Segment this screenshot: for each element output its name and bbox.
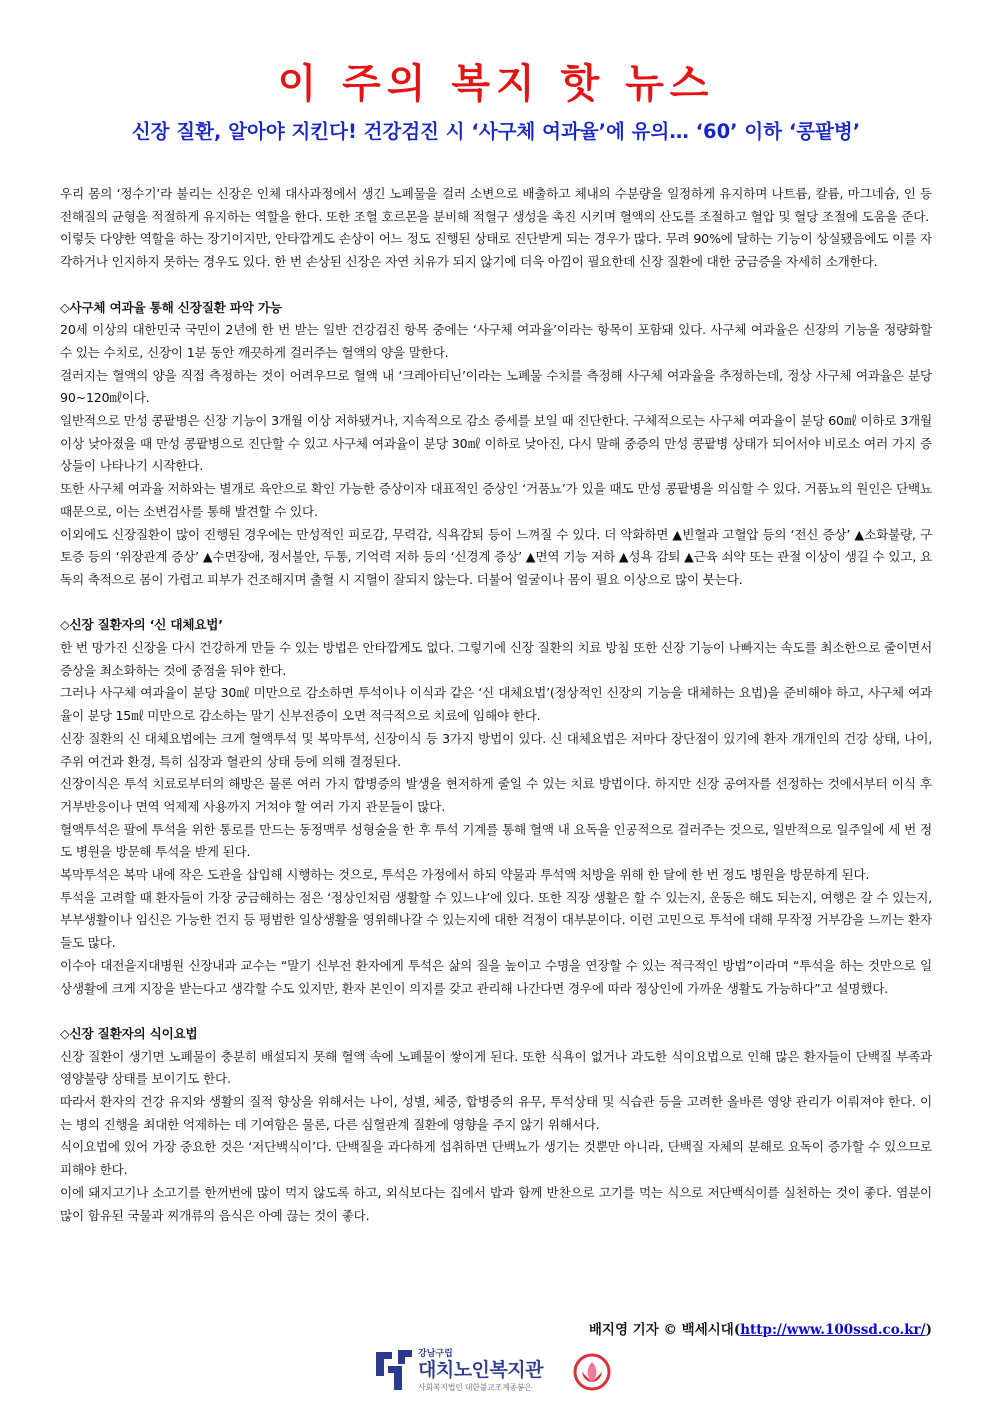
- article-subtitle: 신장 질환, 알아야 지킨다! 건강검진 시 ‘사구체 여과율’에 유의… ‘60’ 이하 ‘콩팥병’: [131, 120, 861, 143]
- section-paragraph: 일반적으로 만성 콩팥병은 신장 기능이 3개월 이상 저하됐거나, 지속적으로 감소 증세를 보일 때 진단한다. 구체적으로는 사구체 여과율이 분당 60㎖ 이하로 3개월 이상 낮아졌을 때 만성 콩팥병으로 진단할 수 있고 사구체 여과율이 분당 30㎖ 이하로 낮아진, 다시 말해 중증의 만성 콩팥병 상태가 되어서야 비로소 여러 가지 증상들이 나타나기 시작한다.: [60, 413, 932, 474]
- byline-text: 배지영 기자 © 백세시대(: [588, 1322, 741, 1338]
- section-paragraph: 신장 질환의 신 대체요법에는 크게 혈액투석 및 복막투석, 신장이식 등 3가지 방법이 있다. 신 대체요법은 저마다 장단점이 있기에 환자 개개인의 건강 상태, 나이, 주위 여건과 환경, 특히 심장과 혈관의 상태 등에 의해 결정된다.: [60, 730, 932, 769]
- section-paragraph: 투석을 고려할 때 환자들이 가장 궁금해하는 점은 ‘정상인처럼 생활할 수 있느냐’에 있다. 또한 직장 생활은 할 수 있는지, 운동은 해도 되는지, 여행은 갈 수 있는지, 부부생활이나 임신은 가능한 건지 등 평범한 일상생활을 영위해나갈 수 있는지에 대한 걱정이 대부분이다. 이런 고민으로 투석에 대해 무작정 거부감을 느끼는 환자들도 많다.: [60, 889, 932, 951]
- logo-mark-icon: [372, 1346, 416, 1396]
- section-paragraph: 이에 돼지고기나 소고기를 한꺼번에 많이 먹지 않도록 하고, 외식보다는 집에서 밥과 함께 반찬으로 고기를 먹는 식으로 저단백식이를 실천하는 것이 좋다. 염분이 많이 함유된 국물과 찌개류의 음식은 아예 끊는 것이 좋다.: [60, 1184, 932, 1223]
- welfare-center-logo: [372, 1346, 612, 1398]
- section-paragraph: 복막투석은 복막 내에 작은 도관을 삽입해 시행하는 것으로, 투석은 가정에서 하되 약물과 투석액 처방을 위해 한 달에 한 번 정도 병원을 방문하게 된다.: [60, 867, 870, 883]
- logo-bottom-line: 사회복지법인 대한불교조계종봉은: [418, 1383, 532, 1392]
- logo-top-line: 강남구립: [418, 1349, 453, 1359]
- byline: [589, 1318, 932, 1338]
- logo-name: 대치노인복지관: [418, 1359, 543, 1381]
- section-paragraph: 따라서 환자의 건강 유지와 생활의 질적 향상을 위해서는 나이, 성별, 체중, 합병증의 유무, 투석상태 및 식습관 등을 고려한 올바른 영양 관리가 이뤄져야 한다. 이는 병의 진행을 최대한 억제하는 데 기여함은 물론, 다른 심혈관계 질환에 영향을 주지 않기 위해서다.: [60, 1094, 932, 1132]
- section-heading: ◇신장 질환자의 식이요법: [60, 1025, 198, 1041]
- section-paragraph: 신장 질환이 생기면 노폐물이 충분히 배설되지 못해 혈액 속에 노폐물이 쌓이게 된다. 또한 식욕이 없거나 과도한 식이요법으로 인해 많은 환자들이 단백질 부족과 영양불량 상태를 보이기도 한다.: [60, 1048, 932, 1087]
- section-paragraph: 걸러지는 혈액의 양을 직접 측정하는 것이 어려우므로 혈액 내 ‘크레아티닌’이라는 노폐물 수치를 측정해 사구체 여과율을 추정하는데, 정상 사구체 여과율은 분당 90~120㎖이다.: [60, 367, 932, 406]
- section-paragraph: 혈액투석은 팔에 투석을 위한 통로를 만드는 동정맥루 성형술을 한 후 투석 기계를 통해 혈액 내 요독을 인공적으로 걸러주는 것으로, 일반적으로 일주일에 세 번 정도 병원을 방문해 투석을 받게 된다.: [60, 821, 932, 860]
- intro-paragraph: 이렇듯 다양한 역할을 하는 장기이지만, 안타깝게도 손상이 어느 정도 진행된 상태로 진단받게 되는 경우가 많다. 무려 90%에 달하는 기능이 상실됐음에도 이를 자각하거나 인지하지 못하는 경우도 있다. 한 번 손상된 신장은 자연 치유가 되지 않기에 더욱 아낌이 필요한데 신장 질환에 대한 궁금증을 자세히 소개한다.: [60, 231, 932, 270]
- section-paragraph: 신장이식은 투석 치료로부터의 해방은 물론 여러 가지 합병증의 발생을 현저하게 줄일 수 있는 치료 방법이다. 하지만 신장 공여자를 선정하는 것에서부터 이식 후 거부반응이나 면역 억제제 사용까지 거쳐야 할 여러 가지 관문들이 많다.: [60, 776, 932, 814]
- section-heading: ◇신장 질환자의 ‘신 대체요법’: [60, 617, 223, 633]
- section-heading: ◇사구체 여과율 통해 신장질환 파악 가능: [60, 299, 282, 315]
- byline-close: ): [925, 1322, 932, 1338]
- section-paragraph: 한 번 망가진 신장을 다시 건강하게 만들 수 있는 방법은 안타깝게도 없다. 그렇기에 신장 질환의 치료 방침 또한 신장 기능이 나빠지는 속도를 최소한으로 줄이면서 증상을 최소화하는 것에 중점을 둬야 한다.: [60, 640, 932, 678]
- section-paragraph: 또한 사구체 여과율 저하와는 별개로 육안으로 확인 가능한 증상이자 대표적인 증상인 ‘거품뇨’가 있을 때도 만성 콩팥병을 의심할 수 있다. 거품뇨의 원인은 단백뇨 때문으로, 이는 소변검사를 통해 발견할 수 있다.: [60, 481, 932, 519]
- lotus-icon: [572, 1352, 612, 1392]
- section-paragraph: 이수아 대전을지대병원 신장내과 교수는 “말기 신부전 환자에게 투석은 삶의 질을 높이고 수명을 연장할 수 있는 적극적인 방법”이라며 “투석을 하는 것만으로 일상생활에 크게 지장을 받는다고 생각할 수도 있지만, 환자 본인이 의지를 갖고 관리해 나간다면 경우에 따라 정상인에 가까운 생활도 가능하다”고 설명했다.: [60, 957, 932, 996]
- intro-paragraph: 우리 몸의 ‘정수기’라 불리는 신장은 인체 대사과정에서 생긴 노폐물을 걸러 소변으로 배출하고 체내의 수분량을 일정하게 유지하며 나트륨, 칼륨, 마그네슘, 인 등 전해질의 균형을 적절하게 유지하는 역할을 한다. 또한 조혈 호르몬을 분비해 적혈구 생성을 촉진 시키며 혈액의 산도를 조절하고 혈압 및 혈당 조절에 도움을 준다.: [60, 186, 932, 224]
- page-title: 이 주의 복지 핫 뉴스: [277, 61, 715, 107]
- article-body: [60, 183, 932, 1227]
- section-paragraph: 이외에도 신장질환이 많이 진행된 경우에는 만성적인 피로감, 무력감, 식욕감퇴 등이 느껴질 수 있다. 더 악화하면 ▲빈혈과 고혈압 등의 ‘전신 증상’ ▲소화불량, 구토증 등의 ‘위장관계 증상’ ▲수면장애, 정서불안, 두통, 기억력 저하 등의 ‘신경계 증상’ ▲면역 기능 저하 ▲성욕 감퇴 ▲근육 쇠약 또는 관절 이상이 생길 수 있고, 요독의 축적으로 몸이 가렵고 피부가 건조해지며 출혈 시 지혈이 잘되지 않는다. 더불어 얼굴이나 몸이 필요 이상으로 많이 붓는다.: [60, 526, 932, 587]
- section-paragraph: 그러나 사구체 여과율이 분당 30㎖ 미만으로 감소하면 투석이나 이식과 같은 ‘신 대체요법’(정상적인 신장의 기능을 대체하는 요법)을 준비해야 하고, 사구체 여과율이 분당 15㎖ 미만으로 감소하는 말기 신부전증이 오면 적극적으로 치료에 임해야 한다.: [60, 685, 932, 724]
- section-paragraph: 20세 이상의 대한민국 국민이 2년에 한 번 받는 일반 건강검진 항목 중에는 ‘사구체 여과율’이라는 항목이 포함돼 있다. 사구체 여과율은 신장의 기능을 정량화할 수 있는 수치로, 신장이 1분 동안 깨끗하게 걸러주는 혈액의 양을 말한다.: [60, 322, 932, 360]
- source-link[interactable]: http://www.100ssd.co.kr/: [740, 1322, 926, 1338]
- section-paragraph: 식이요법에 있어 가장 중요한 것은 ‘저단백식이’다. 단백질을 과다하게 섭취하면 단백뇨가 생기는 것뿐만 아니라, 단백질 자체의 분해로 요독이 증가할 수 있으므로 피해야 한다.: [60, 1139, 932, 1178]
